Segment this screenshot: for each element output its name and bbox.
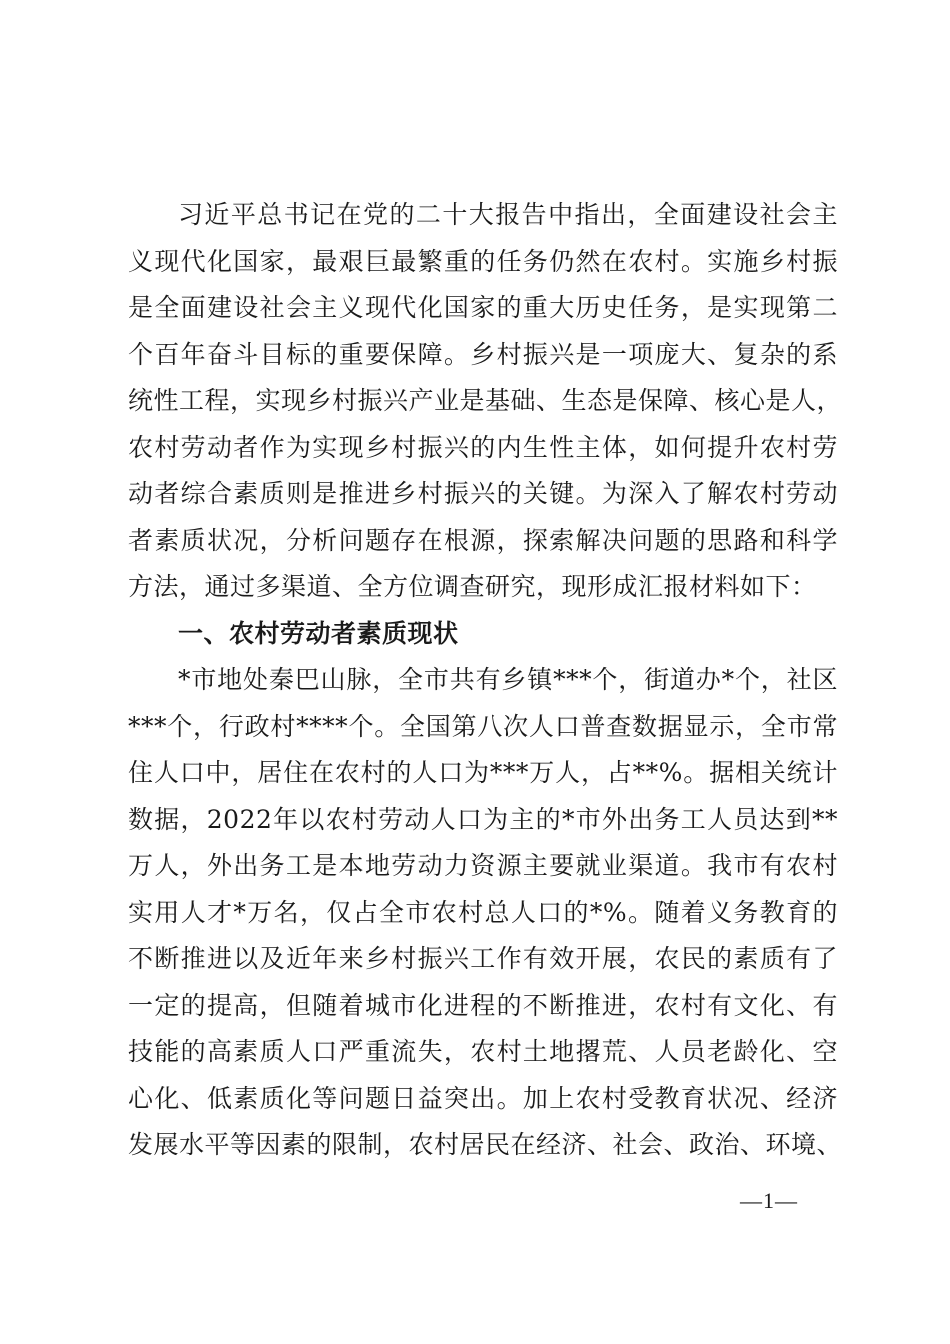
page-number: —1—: [740, 1188, 798, 1213]
paragraph-line: 住人口中，居住在农村的人口为***万人，占**%。据相关统计: [128, 758, 838, 787]
paragraph-line: 数据，2022年以农村劳动人口为主的*市外出务工人员达到**: [128, 804, 838, 834]
paragraph-line: 万人，外出务工是本地劳动力资源主要就业渠道。我市有农村: [128, 851, 838, 880]
paragraph-line: 不断推进以及近年来乡村振兴工作有效开展，农民的素质有了: [128, 944, 838, 973]
paragraph-line: 农村劳动者作为实现乡村振兴的内生性主体，如何提升农村劳: [128, 432, 838, 462]
paragraph-line: 方法，通过多渠道、全方位调查研究，现形成汇报材料如下：: [128, 572, 817, 601]
paragraph-line: 统性工程，实现乡村振兴产业是基础、生态是保障、核心是人，: [128, 386, 843, 415]
paragraph-line: *市地处秦巴山脉，全市共有乡镇***个，街道办*个，社区: [178, 665, 838, 694]
section-heading: 一、农村劳动者素质现状: [178, 618, 459, 648]
paragraph-line: 个百年奋斗目标的重要保障。乡村振兴是一项庞大、复杂的系: [128, 339, 838, 369]
paragraph-line: ***个，行政村****个。全国第八次人口普查数据显示，全市常: [128, 711, 838, 741]
document-body: [128, 192, 843, 1169]
paragraph-line: 是全面建设社会主义现代化国家的重大历史任务，是实现第二: [128, 293, 838, 322]
paragraph-line: 义现代化国家，最艰巨最繁重的任务仍然在农村。实施乡村振: [128, 246, 838, 276]
paragraph-line: 发展水平等因素的限制，农村居民在经济、社会、政治、环境、: [128, 1130, 843, 1159]
paragraph-line: 实用人才*万名，仅占全市农村总人口的*%。随着义务教育的: [128, 897, 838, 927]
paragraph-line: 心化、低素质化等问题日益突出。加上农村受教育状况、经济: [128, 1083, 838, 1113]
paragraph-line: 习近平总书记在党的二十大报告中指出，全面建设社会主: [178, 200, 838, 229]
paragraph-line: 一定的提高，但随着城市化进程的不断推进，农村有文化、有: [128, 990, 838, 1020]
paragraph-line: 动者综合素质则是推进乡村振兴的关键。为深入了解农村劳动: [128, 479, 838, 508]
paragraph-line: 技能的高素质人口严重流失，农村土地撂荒、人员老龄化、空: [128, 1037, 838, 1066]
paragraph-line: 者素质状况，分析问题存在根源，探索解决问题的思路和科学: [128, 525, 838, 555]
